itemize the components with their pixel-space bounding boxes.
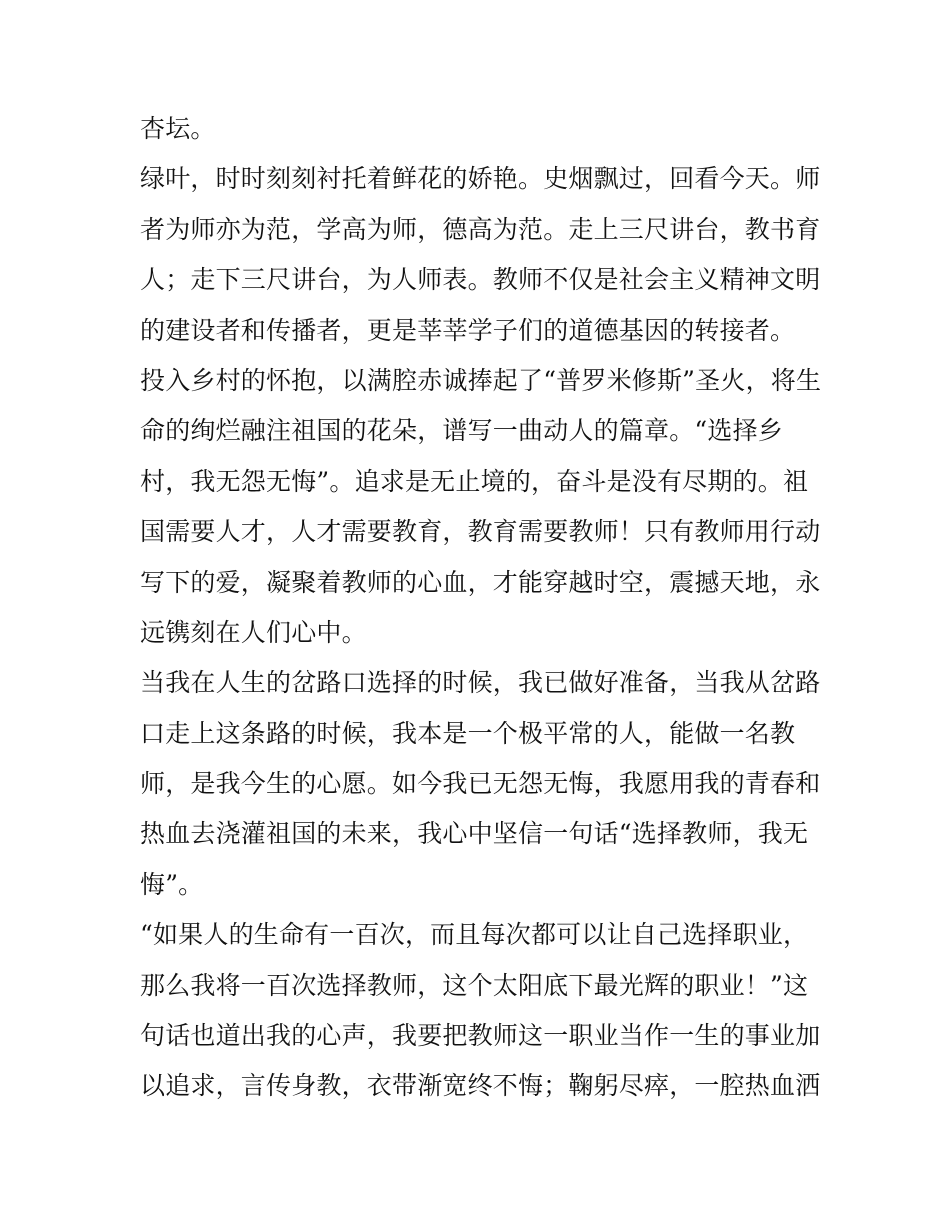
text-line: 人；走下三尺讲台，为人师表。教师不仅是社会主义精神文明 [140,265,821,295]
text-line: 句话也道出我的心声，我要把教师这一职业当作一生的事业加 [140,1021,821,1051]
text-line: 那么我将一百次选择教师，这个太阳底下最光辉的职业！”这 [140,970,809,1000]
text-line: 杏坛。 [140,114,216,143]
text-line: 悔”。 [140,869,204,899]
text-line: 的建设者和传播者，更是莘莘学子们的道德基因的转接者。 [140,315,796,345]
text-line: 远镌刻在人们心中。 [140,617,367,647]
text-line: 口走上这条路的时候，我本是一个极平常的人，能做一名教 [140,718,796,748]
text-line: “如果人的生命有一百次，而且每次都可以让自己选择职业， [140,920,809,950]
text-line: 者为师亦为范，学高为师，德高为范。走上三尺讲台，教书育 [140,214,821,244]
text-line: 当我在人生的岔路口选择的时候，我已做好准备，当我从岔路 [140,668,821,698]
text-line: 热血去浇灌祖国的未来，我心中坚信一句话“选择教师，我无 [140,819,809,849]
text-line: 绿叶，时时刻刻衬托着鲜花的娇艳。史烟飘过，回看今天。师 [140,164,821,194]
text-line: 以追求，言传身教，衣带渐宽终不悔；鞠躬尽瘁，一腔热血洒 [140,1071,821,1101]
text-line: 村，我无怨无悔”。追求是无止境的，奋斗是没有尽期的。祖 [140,466,809,496]
text-line: 师，是我今生的心愿。如今我已无怨无悔，我愿用我的青春和 [140,769,821,799]
text-line: 国需要人才，人才需要教育，教育需要教师！只有教师用行动 [140,517,821,547]
document-body [140,104,820,1112]
text-line: 写下的爱，凝聚着教师的心血，才能穿越时空，震撼天地，永 [140,567,821,597]
text-line: 命的绚烂融注祖国的花朵，谱写一曲动人的篇章。“选择乡 [140,416,783,446]
text-line: 投入乡村的怀抱，以满腔赤诚捧起了“普罗米修斯”圣火，将生 [140,365,822,395]
